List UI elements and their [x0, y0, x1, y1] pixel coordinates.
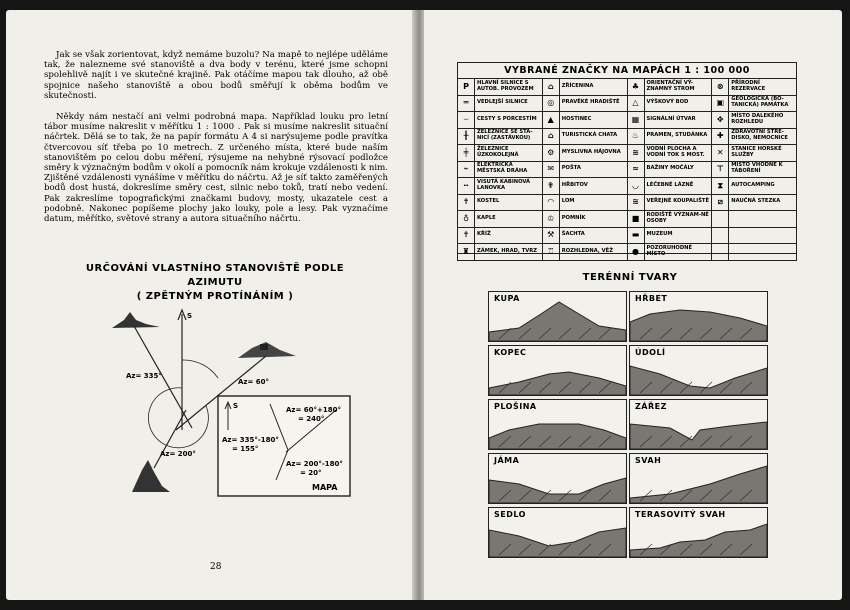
sign-label: POMNÍK [559, 211, 627, 228]
sign-label: PRAVĚKÉ HRADIŠTĚ [559, 95, 627, 112]
section-title-line2: ( ZPĚTNÝM PROTÍNÁNÍM ) [136, 291, 294, 302]
sign-symbol-icon: ╫ [458, 128, 475, 145]
azimuth-diagram [90, 300, 360, 510]
sign-label: CESTY S PORCESTÍM [475, 112, 543, 129]
landform-label: JÁMA [494, 456, 520, 465]
sign-row [458, 194, 797, 211]
sign-label: ROZHLEDNA, VĚŽ [559, 244, 627, 261]
north-arrow-label: S [187, 312, 193, 320]
landforms-title: TERÉNNÍ TVARY [582, 272, 678, 283]
landform-label: HŘBET [635, 294, 668, 303]
landform-label: ÚDOLÍ [635, 348, 666, 357]
sign-label: SIGNÁLNÍ ÚTVAR [644, 112, 712, 129]
page-number: 28 [210, 562, 222, 572]
sign-symbol-icon: ■ [627, 211, 644, 228]
sign-symbol-icon: ┈ [458, 112, 475, 129]
landform-label: TERASOVITÝ SVAH [635, 510, 726, 519]
sign-symbol-icon: ⧄ [712, 194, 729, 211]
sign-label: HLAVNÍ SILNICE S AUTOB. PROVOZEM [475, 79, 543, 96]
sign-symbol-icon: ⚙ [542, 145, 559, 162]
sign-label [729, 211, 797, 228]
sign-label: MUZEUM [644, 227, 712, 244]
calc-20-line1: Az= 200°-180° [286, 460, 343, 468]
sign-symbol-icon: ┅ [458, 178, 475, 195]
sign-row [458, 211, 797, 228]
sign-symbol-icon: P [458, 79, 475, 96]
sign-label: KAPLE [475, 211, 543, 228]
sign-symbol-icon: △ [627, 95, 644, 112]
sign-row [458, 79, 797, 96]
mountain-icon [112, 312, 160, 328]
landform-cell [488, 399, 627, 450]
sign-label: VÝŠKOVÝ BOD [644, 95, 712, 112]
sign-symbol-icon: ♨ [627, 128, 644, 145]
sign-label [729, 227, 797, 244]
sign-label: VODNÍ PLOCHA A VODNÍ TOK S MOST. [644, 145, 712, 162]
sign-symbol-icon: ⊗ [712, 79, 729, 96]
sign-symbol-icon: ✝ [458, 227, 475, 244]
sign-symbol-icon: ◎ [542, 95, 559, 112]
sign-symbol-icon: ▬ [627, 227, 644, 244]
sign-label: PŘÍRODNÍ REZERVACE [729, 79, 797, 96]
map-north-label: S [233, 402, 239, 410]
sign-row [458, 128, 797, 145]
sign-label: ZDRAVOTNÍ STŘE-DISKO, NEMOCNICE [729, 128, 797, 145]
sign-symbol-icon: ▣ [712, 95, 729, 112]
sign-label: POŠTA [559, 161, 627, 178]
sign-row [458, 95, 797, 112]
sign-symbol-icon [712, 227, 729, 244]
landform-cell [488, 453, 627, 504]
calc-155-line1: Az= 335°-180° [222, 436, 279, 444]
sign-symbol-icon: ⌂ [542, 128, 559, 145]
sign-row [458, 227, 797, 244]
sign-symbol-icon: ✥ [712, 112, 729, 129]
sign-symbol-icon: ◡ [627, 178, 644, 195]
sign-symbol-icon: ▦ [627, 112, 644, 129]
azimuth-60-label: Az= 60° [238, 378, 270, 386]
sign-label: AUTOCAMPING [729, 178, 797, 195]
sign-symbol-icon: ● [627, 244, 644, 261]
sign-label [729, 244, 797, 261]
sign-symbol-icon: ✚ [712, 128, 729, 145]
sign-symbol-icon: ♜ [458, 244, 475, 261]
landform-cell [629, 399, 768, 450]
sign-label: TURISTICKÁ CHATA [559, 128, 627, 145]
paragraph-sketch: Někdy nám nestačí ani velmi podrobná mapa. Například louku pro letní tábor musíme nakreslit v měřítku 1 : 1000 . Pak si musíme nakreslit situační náčrtek. Dělá se to tak, že na papír formátu A 4 si narýsujeme podle pravítka čtvercovou síť třeba po 10 metrech. Z určeného místa, které bude naším stanovištěm po celou dobu měření, rýsujeme na nehybné rýsovací podložce směry k význačným bodům v okolí a pomocník nám krokuje vzdálenosti k nim. Zjištěné vzdálenosti vynášíme v měřítku do náčrtu. Až je síť takto zaměřených bodů dost hustá, dokreslíme směry cest, silnic nebo toků, tratí nebo vedení. Pak zakreslíme topografickými značkami budovy, mosty, ukazatele cest a podobně. Nakonec popíšeme plochy jako louky, pole a lesy. Pak vyznačíme datum, měřítko, světové strany a autora situačního náčrtu. [44, 112, 388, 225]
sign-symbol-icon: ≋ [627, 145, 644, 162]
sign-symbol-icon: ≈ [627, 161, 644, 178]
sign-label: RODIŠTĚ VÝZNAM-NÉ OSOBY [644, 211, 712, 228]
sign-row [458, 145, 797, 162]
sign-label: ZÁMEK, HRAD, TVRZ [475, 244, 543, 261]
sign-label: ŽELEZNICE SE STA-NICÍ (ZASTÁVKOU) [475, 128, 543, 145]
sign-label: POZORUHODNÉ MÍSTO [644, 244, 712, 261]
section-title [80, 262, 350, 304]
sign-symbol-icon: ✝ [458, 194, 475, 211]
sign-label: VEDLEJŠÍ SILNICE [475, 95, 543, 112]
landform-cell [629, 453, 768, 504]
paragraph-orientation: Jak se však zorientovat, když nemáme buzolu? Na mapě to nejlépe uděláme tak, že nalezneme své stanoviště a dva body v terénu, které jsme schopni spolehlivě najít i ve skutečné krajině. Pak otáčíme mapou tak dlouho, až obě spojnice našeho stanoviště a obou bodů směřují k oběma bodům ve skutečnosti. [44, 50, 388, 101]
landform-label: KUPA [494, 294, 520, 303]
rock-tower-icon [132, 460, 170, 492]
sign-row [458, 178, 797, 195]
sign-symbol-icon: ◠ [542, 194, 559, 211]
landform-cell [629, 507, 768, 558]
sign-symbol-icon: ═ [458, 95, 475, 112]
sign-symbol-icon: ⊤ [712, 161, 729, 178]
sign-label: ŠACHTA [559, 227, 627, 244]
section-title-line1: URČOVÁNÍ VLASTNÍHO STANOVIŠTĚ PODLE AZIMUTU [85, 263, 345, 288]
sign-label: VISUTÁ KABINOVÁ LANOVKA [475, 178, 543, 195]
sign-symbol-icon: ✕ [712, 145, 729, 162]
sign-label: MYSLIVNA HÁJOVNA [559, 145, 627, 162]
sign-label: MÍSTO DALEKÉHO ROZHLEDU [729, 112, 797, 129]
map-signs-table [457, 78, 797, 261]
sign-label: ELEKTRICKÁ MĚSTSKÁ DRÁHA [475, 161, 543, 178]
sign-label: GEOLOGICKÁ (BO-TANICKÁ) PAMÁTKA [729, 95, 797, 112]
azimuth-200-label: Az= 200° [160, 450, 196, 458]
sign-label: KŘÍŽ [475, 227, 543, 244]
calc-155-line2: = 155° [232, 445, 259, 453]
sign-label: ŽELEZNICE ÚZKOKOLEJNÁ [475, 145, 543, 162]
sign-symbol-icon [712, 244, 729, 261]
landform-label: SVAH [635, 456, 662, 465]
sign-label: ORIENTAČNÍ VÝ-ZNAMNÝ STROM [644, 79, 712, 96]
sign-label: VEŘEJNÉ KOUPALIŠTĚ [644, 194, 712, 211]
landform-cell [629, 291, 768, 342]
sign-label: HOSTINEC [559, 112, 627, 129]
sign-symbol-icon: ▲ [542, 112, 559, 129]
sign-row [458, 244, 797, 261]
landform-cell [488, 507, 627, 558]
landform-cell [488, 291, 627, 342]
sign-label: BAŽINY MOČÁLY [644, 161, 712, 178]
sign-symbol-icon: ♖ [542, 244, 559, 261]
sign-symbol-icon: ⚒ [542, 227, 559, 244]
landform-label: KOPEC [494, 348, 527, 357]
sign-symbol-icon: ✉ [542, 161, 559, 178]
sign-label: PRAMEN, STUDÁNKA [644, 128, 712, 145]
landform-label: SEDLO [494, 510, 526, 519]
sign-label: KOSTEL [475, 194, 543, 211]
landform-label: PLOŠINA [494, 402, 537, 411]
calc-240-line2: = 240° [298, 415, 325, 423]
sign-symbol-icon: ♔ [542, 211, 559, 228]
landform-cell [488, 345, 627, 396]
sign-label: LÉČEBNÉ LÁZNĚ [644, 178, 712, 195]
map-signs-title: VYBRANÉ ZNAČKY NA MAPÁCH 1 : 100 000 [504, 65, 750, 76]
sign-symbol-icon: ✟ [542, 178, 559, 195]
sign-symbol-icon: ╪ [458, 145, 475, 162]
azimuth-335-label: Az= 335° [126, 372, 162, 380]
sign-symbol-icon [712, 211, 729, 228]
sign-label: LOM [559, 194, 627, 211]
sign-row [458, 161, 797, 178]
map-label: MAPA [312, 483, 338, 492]
sign-label: MÍSTO VHODNÉ K TÁBOŘENÍ [729, 161, 797, 178]
sign-label: STANICE HORSKÉ SLUŽBY [729, 145, 797, 162]
landform-cell [629, 345, 768, 396]
sign-symbol-icon: ♁ [458, 211, 475, 228]
calc-20-line2: = 20° [300, 469, 322, 477]
sign-label: HŘBITOV [559, 178, 627, 195]
sign-label: ZŘÍCENINA [559, 79, 627, 96]
sign-symbol-icon: ♣ [627, 79, 644, 96]
landform-label: ZÁŘEZ [635, 402, 667, 411]
sign-row [458, 112, 797, 129]
sign-symbol-icon: ⌂ [542, 79, 559, 96]
sign-label: NAUČNÁ STEZKA [729, 194, 797, 211]
sign-symbol-icon: ⧗ [712, 178, 729, 195]
calc-240-line1: Az= 60°+180° [286, 406, 342, 414]
sign-symbol-icon: ≋ [627, 194, 644, 211]
sign-symbol-icon: ⌁ [458, 161, 475, 178]
